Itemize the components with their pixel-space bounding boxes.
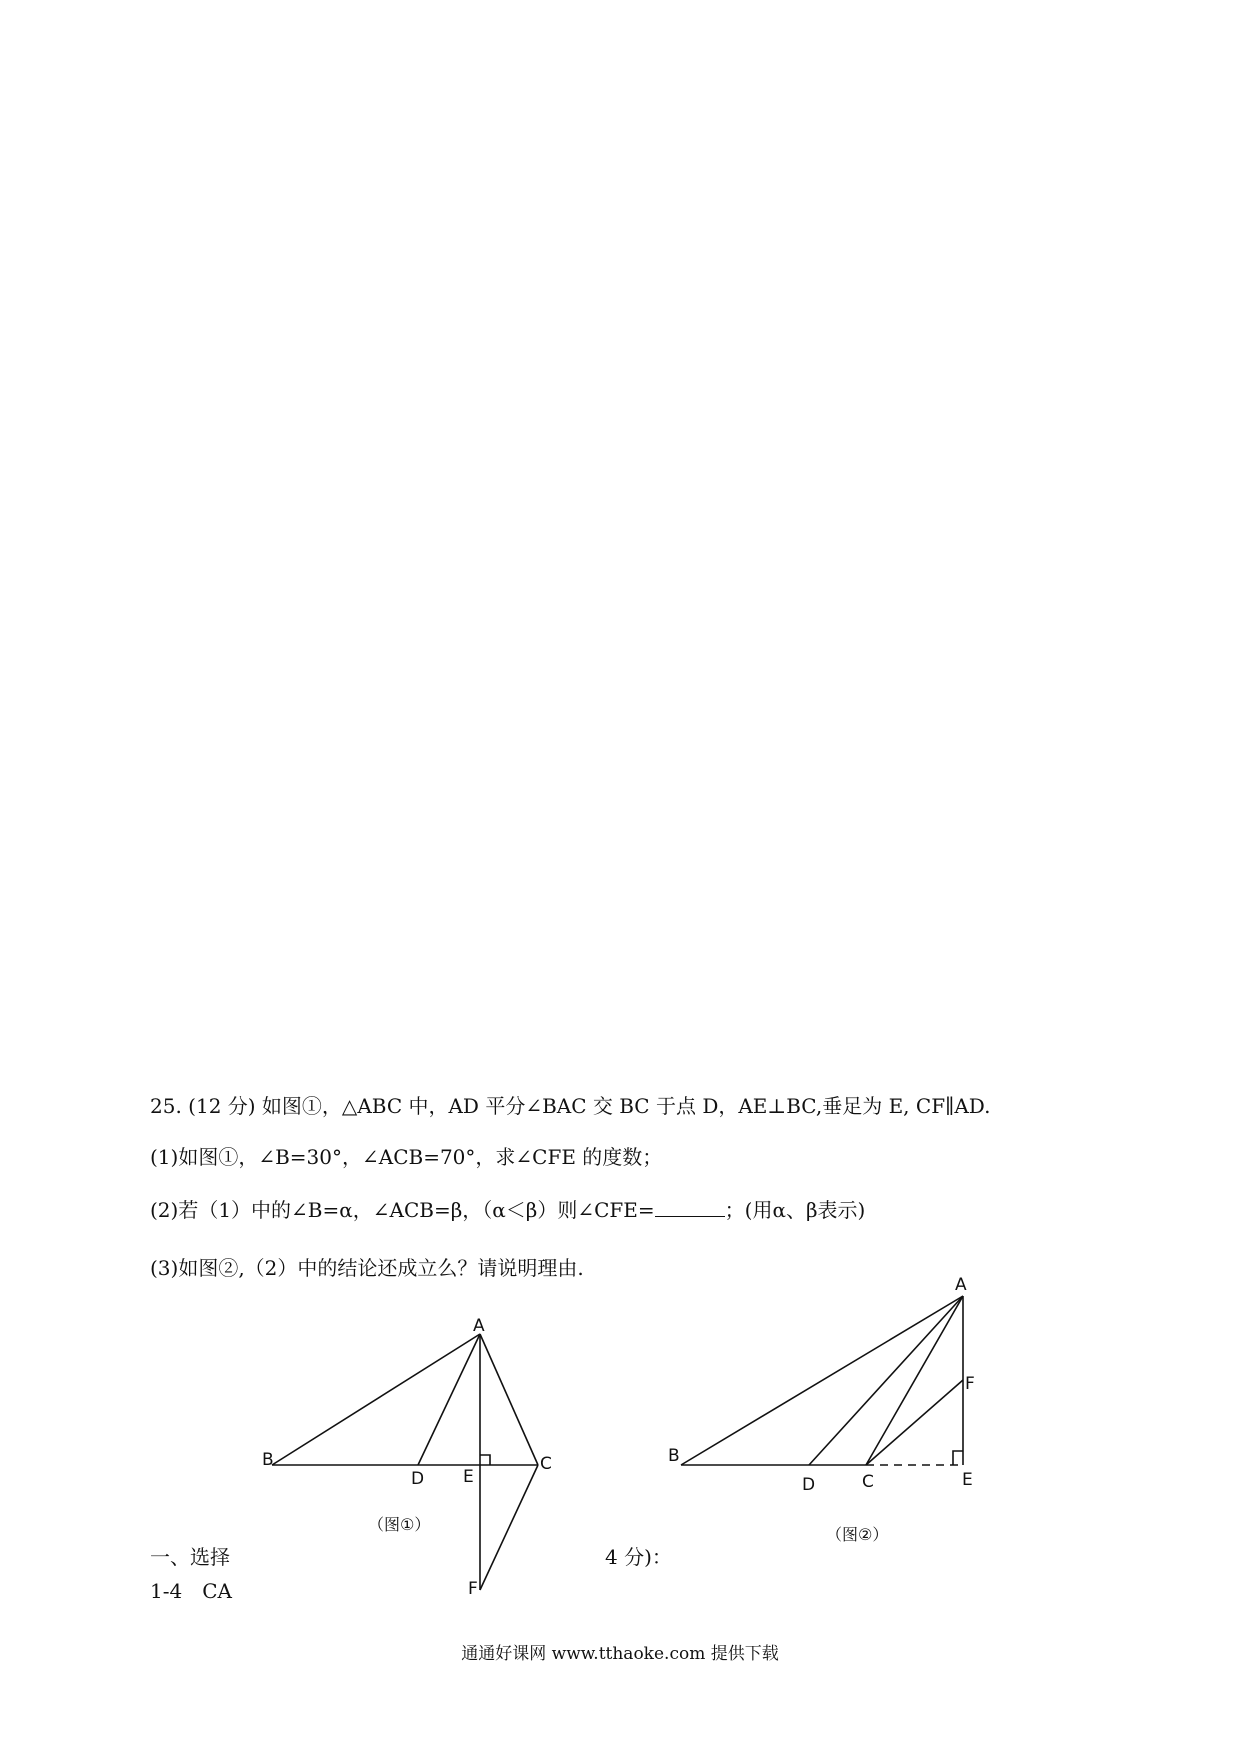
fig2-label-d: D: [802, 1475, 816, 1495]
fig2-label-c: C: [862, 1472, 874, 1492]
fig2-label-f: F: [965, 1374, 975, 1394]
figure-2-caption: （图②）: [826, 1525, 889, 1544]
answer-section-heading-left: 一、选择: [150, 1545, 230, 1569]
part-2-text: (2)若（1）中的∠B=α，∠ACB=β，（α＜β）则∠CFE=: [150, 1198, 655, 1222]
figure-1-caption: （图①）: [368, 1515, 431, 1534]
problem-part-3: (3)如图②,（2）中的结论还成立么？请说明理由.: [150, 1256, 584, 1280]
page-footer: 通通好课网 www.tthaoke.com 提供下载: [461, 1644, 779, 1664]
answer-section-heading-right: 4 分)：: [605, 1545, 672, 1569]
problem-part-1: (1)如图①，∠B=30°，∠ACB=70°，求∠CFE 的度数；: [150, 1145, 663, 1169]
fig2-label-b: B: [668, 1446, 680, 1466]
fig2-label-e: E: [962, 1470, 973, 1490]
answer-row-1-4: 1-4 CA: [150, 1579, 232, 1603]
fig1-label-b: B: [262, 1450, 274, 1470]
fig2-right-angle-mark: [953, 1451, 963, 1465]
part-2-suffix: ；(用α、β表示): [724, 1198, 866, 1222]
fig2-segment-cf: [866, 1380, 963, 1465]
problem-header: 25. (12 分) 如图①，△ABC 中，AD 平分∠BAC 交 BC 于点 D，AE⊥BC,垂足为 E, CF∥AD.: [150, 1094, 991, 1118]
fig2-segment-da: [809, 1296, 963, 1465]
fig2-segment-ca: [866, 1296, 963, 1465]
fig1-label-d: D: [411, 1469, 425, 1489]
fig1-label-c: C: [540, 1454, 552, 1474]
fig1-label-f: F: [468, 1579, 478, 1599]
fig2-segment-ba: [681, 1296, 963, 1465]
fig1-label-e: E: [463, 1467, 474, 1487]
fig2-label-a: A: [955, 1275, 967, 1295]
fig1-label-a: A: [473, 1316, 485, 1336]
